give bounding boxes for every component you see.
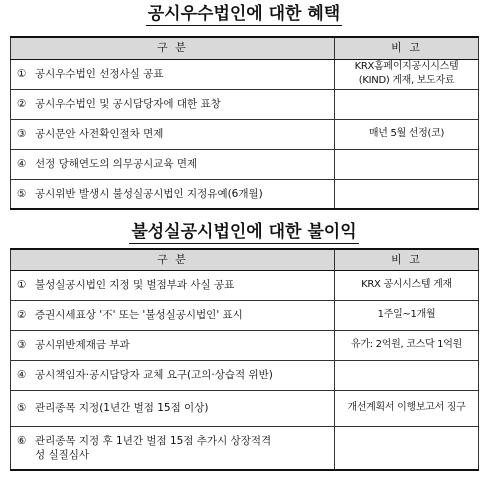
header-category: 구 분 bbox=[11, 249, 335, 270]
table-header-row bbox=[11, 37, 479, 59]
row-note bbox=[335, 360, 479, 390]
header-note: 비 고 bbox=[335, 249, 479, 270]
table-row bbox=[11, 89, 479, 119]
row-text: ③ 공시문안 사전확인절차 면제 bbox=[11, 119, 335, 149]
table-row bbox=[11, 330, 479, 360]
row-text: ⑤ 관리종목 지정(1년간 벌점 15점 이상) bbox=[11, 390, 335, 426]
row-note: 1주일~1개월 bbox=[335, 300, 479, 330]
table-row bbox=[11, 179, 479, 209]
row-note: 유가: 2억원, 코스닥 1억원 bbox=[335, 330, 479, 360]
row-note bbox=[335, 179, 479, 209]
header-note: 비 고 bbox=[335, 37, 479, 59]
row-note: 매년 5월 선정(코) bbox=[335, 119, 479, 149]
row-text: ④ 선정 당해연도의 의무공시교육 면제 bbox=[11, 149, 335, 179]
row-note bbox=[335, 89, 479, 119]
penalties-title: 불성실공시법인에 대한 불이익 bbox=[131, 222, 357, 242]
table-row bbox=[11, 59, 479, 89]
table-row bbox=[11, 119, 479, 149]
row-note bbox=[335, 149, 479, 179]
table-row bbox=[11, 360, 479, 390]
table-row bbox=[11, 149, 479, 179]
row-text: ⑤ 공시위반 발생시 불성실공시법인 지정유예(6개월) bbox=[11, 179, 335, 209]
row-note: KRX 공시시스템 게재 bbox=[335, 270, 479, 300]
row-text: ⑥ 관리종목 지정 후 1년간 벌점 15점 추가시 상장적격 성 실질심사 bbox=[11, 426, 335, 470]
row-note bbox=[335, 426, 479, 470]
row-text: ① 공시우수법인 선정사실 공표 bbox=[11, 59, 335, 89]
row-text: ① 불성실공시법인 지정 및 벌점부과 사실 공표 bbox=[11, 270, 335, 300]
table-row bbox=[11, 270, 479, 300]
penalties-table bbox=[10, 248, 479, 471]
benefits-table bbox=[10, 36, 479, 210]
table-row bbox=[11, 390, 479, 426]
row-text: ④ 공시책임자·공시담당자 교체 요구(고의·상습적 위반) bbox=[11, 360, 335, 390]
header-category: 구 분 bbox=[11, 37, 335, 59]
table-row bbox=[11, 426, 479, 470]
row-text: ② 증권시세표상 '不' 또는 '불성실공시법인' 표시 bbox=[11, 300, 335, 330]
table-header-row bbox=[11, 249, 479, 270]
row-text: ③ 공시위반제재금 부과 bbox=[11, 330, 335, 360]
benefits-title: 공시우수법인에 대한 혜택 bbox=[147, 4, 341, 24]
row-text: ② 공시우수법인 및 공시담당자에 대한 표창 bbox=[11, 89, 335, 119]
row-note: 개선계획서 이행보고서 징구 bbox=[335, 390, 479, 426]
table-row bbox=[11, 300, 479, 330]
row-note: KRX홈페이지공시시스템 (KIND) 게재, 보도자료 bbox=[335, 59, 479, 89]
